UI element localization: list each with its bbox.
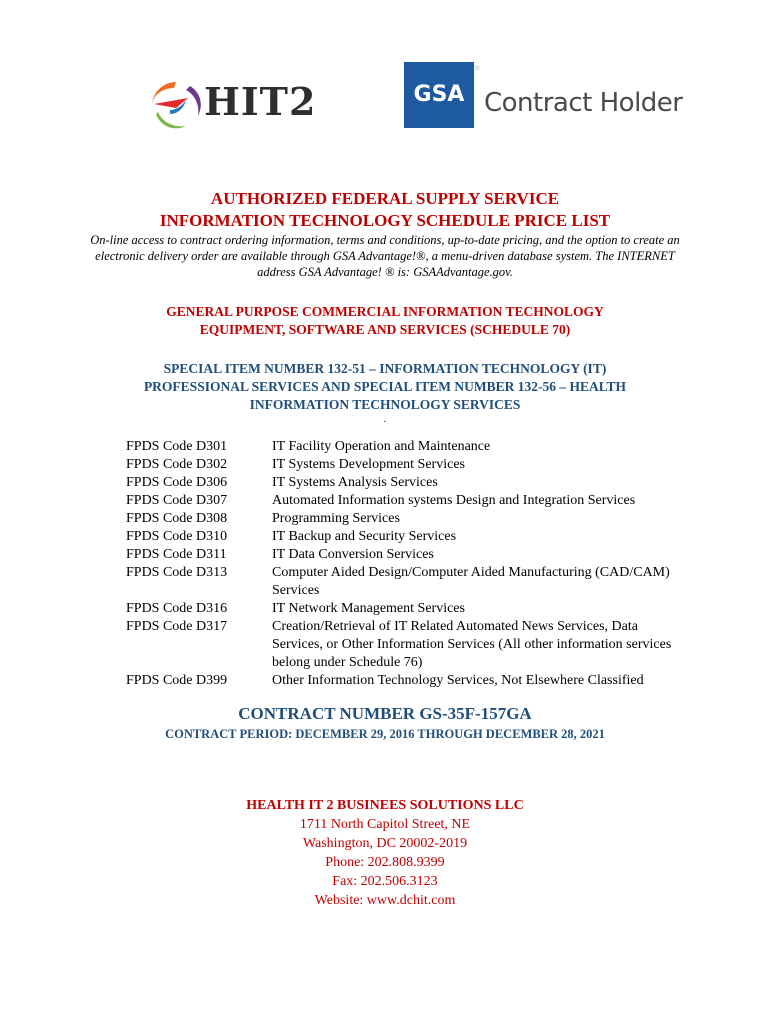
hit2-swirl-icon	[146, 74, 206, 134]
fpds-row	[126, 510, 706, 528]
header-logos	[0, 58, 770, 138]
fpds-row	[126, 438, 706, 456]
fpds-code-list	[126, 438, 706, 690]
fpds-description: Creation/Retrieval of IT Related Automated News Services, Data Services, or Other Information Services (All other information services belong under Schedule 76)	[272, 619, 672, 670]
fpds-code: FPDS Code D316	[126, 601, 228, 616]
fpds-code: FPDS Code D310	[126, 529, 228, 544]
fpds-row	[126, 618, 706, 672]
fpds-description: Programming Services	[272, 511, 400, 526]
fpds-description: IT Facility Operation and Maintenance	[272, 439, 491, 454]
gsa-contract-holder-label: Contract Holder	[484, 88, 683, 118]
fpds-row	[126, 546, 706, 564]
fpds-code: FPDS Code D399	[126, 673, 228, 688]
company-fax: Fax: 202.506.3123	[332, 874, 438, 889]
fpds-description: IT Data Conversion Services	[272, 547, 434, 562]
fpds-description: Automated Information systems Design and Integration Services	[272, 493, 636, 508]
company-street: 1711 North Capitol Street, NE	[299, 817, 471, 832]
fpds-description: Computer Aided Design/Computer Aided Manufacturing (CAD/CAM) Services	[272, 565, 670, 598]
star-icon: ☆	[474, 64, 481, 72]
fpds-row	[126, 474, 706, 492]
fpds-code: FPDS Code D317	[126, 619, 228, 634]
separator-dot: .	[383, 414, 387, 425]
fpds-code: FPDS Code D308	[126, 511, 228, 526]
fpds-code: FPDS Code D302	[126, 457, 228, 472]
company-name: HEALTH IT 2 BUSINEES SOLUTIONS LLC	[246, 798, 524, 813]
fpds-row	[126, 672, 706, 690]
fpds-code: FPDS Code D313	[126, 565, 228, 580]
contract-number: CONTRACT NUMBER GS-35F-157GA	[238, 704, 532, 723]
company-city: Washington, DC 20002-2019	[302, 836, 468, 851]
fpds-code: FPDS Code D307	[126, 493, 228, 508]
fpds-description: Other Information Technology Services, Not Elsewhere Classified	[272, 673, 644, 688]
general-purpose-heading: GENERAL PURPOSE COMMERCIAL INFORMATION TECHNOLOGY EQUIPMENT, SOFTWARE AND SERVICES (SCHEDULE 70)	[166, 304, 604, 337]
fpds-row	[126, 600, 706, 618]
contract-period: CONTRACT PERIOD: DECEMBER 29, 2016 THROUGH DECEMBER 28, 2021	[165, 727, 605, 741]
gsa-box: GSA	[404, 62, 474, 128]
company-phone: Phone: 202.808.9399	[325, 855, 445, 870]
fpds-row	[126, 456, 706, 474]
fpds-code: FPDS Code D311	[126, 547, 227, 562]
fpds-row	[126, 564, 706, 600]
fpds-row	[126, 528, 706, 546]
fpds-code: FPDS Code D306	[126, 475, 228, 490]
company-website: Website: www.dchit.com	[314, 893, 456, 908]
fpds-row	[126, 492, 706, 510]
fpds-description: IT Backup and Security Services	[272, 529, 457, 544]
fpds-description: IT Network Management Services	[272, 601, 465, 616]
fpds-description: IT Systems Development Services	[272, 457, 465, 472]
fpds-code: FPDS Code D301	[126, 439, 228, 454]
special-items-heading: SPECIAL ITEM NUMBER 132-51 – INFORMATION TECHNOLOGY (IT) PROFESSIONAL SERVICES AND SPECIAL ITEM NUMBER 132-56 – HEALTH INFORMATION TECHNOLOGY SERVICES	[143, 361, 627, 412]
hit2-wordmark: HIT2	[204, 79, 317, 124]
document-title: AUTHORIZED FEDERAL SUPPLY SERVICE INFORMATION TECHNOLOGY SCHEDULE PRICE LIST	[159, 189, 611, 230]
intro-paragraph: On-line access to contract ordering information, terms and conditions, up-to-date pricing, and the option to create an electronic delivery order are available through GSA Advantage!®, a menu-driven database system. The INTERNET address GSA Advantage! ® is: GSAAdvantage.gov.	[90, 233, 680, 279]
fpds-description: IT Systems Analysis Services	[272, 475, 438, 490]
hit2-logo	[146, 74, 336, 134]
company-block	[60, 796, 710, 910]
